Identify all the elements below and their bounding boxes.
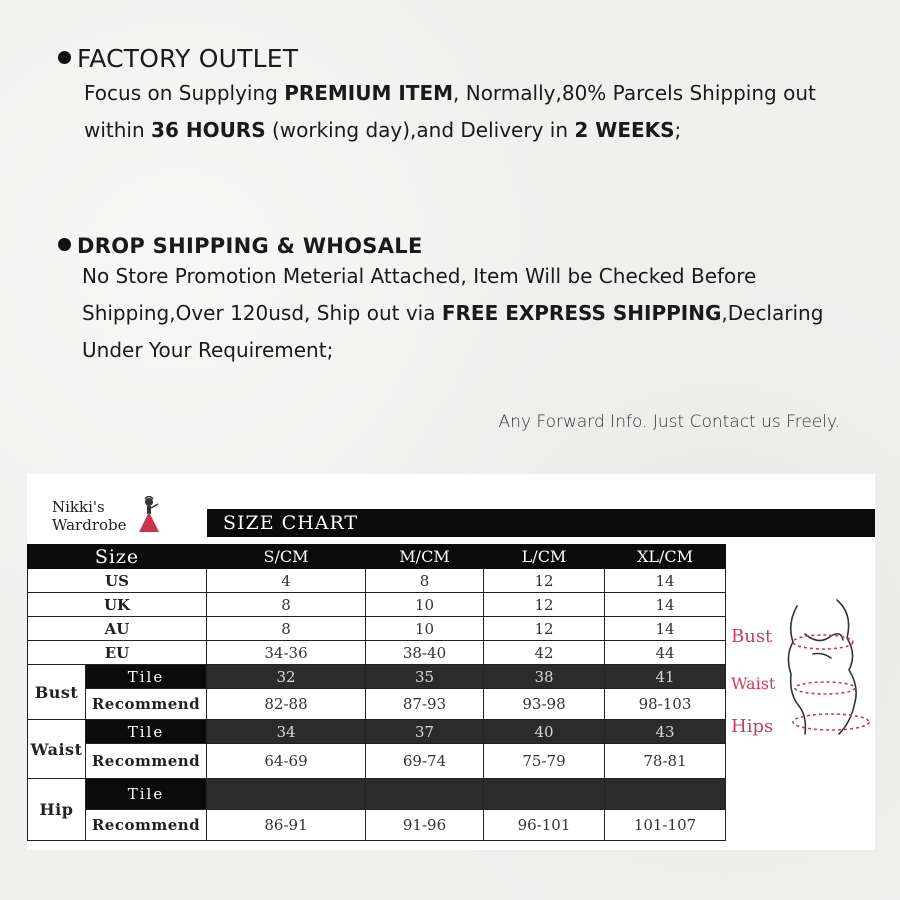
- cell: 10: [366, 593, 484, 617]
- table-row-hip-tile: [28, 779, 726, 810]
- cell: 43: [605, 720, 726, 744]
- forward-info-text: Any Forward Info. Just Contact us Freely.: [498, 412, 840, 432]
- cell: [207, 779, 366, 810]
- factory-outlet-heading: [58, 44, 870, 73]
- cell: 14: [605, 569, 726, 593]
- text: Focus on Supplying: [84, 81, 285, 105]
- text: ;: [674, 118, 682, 142]
- row-label: US: [28, 569, 207, 593]
- recommend-label: Recommend: [86, 744, 207, 779]
- row-label: UK: [28, 593, 207, 617]
- cell: 82-88: [207, 689, 366, 720]
- table-row-bust-tile: [28, 665, 726, 689]
- drop-line-2: [82, 295, 870, 332]
- cell: 8: [366, 569, 484, 593]
- cell: 37: [366, 720, 484, 744]
- bust-label: Bust: [28, 665, 86, 720]
- cell: 75-79: [484, 744, 605, 779]
- text: , Normally,80% Parcels Shipping out: [453, 81, 816, 105]
- size-table: [27, 544, 726, 841]
- drop-heading-text: DROP SHIPPING & WHOSALE: [77, 234, 423, 258]
- factory-line-1: [84, 75, 870, 112]
- cell: [605, 779, 726, 810]
- waist-label: Waist: [28, 720, 86, 779]
- cell: 32: [207, 665, 366, 689]
- weeks-text: 2 WEEKS: [574, 118, 675, 142]
- col-l: L/CM: [484, 545, 605, 569]
- size-chart-title-bar: [207, 509, 875, 537]
- drop-line-3: Under Your Requirement;: [82, 338, 334, 362]
- cell: [484, 779, 605, 810]
- cell: 78-81: [605, 744, 726, 779]
- brand-logo: [52, 498, 127, 534]
- table-row-uk: [28, 593, 726, 617]
- cell: 87-93: [366, 689, 484, 720]
- header-row: [28, 545, 726, 569]
- recommend-label: Recommend: [86, 689, 207, 720]
- size-chart-title: SIZE CHART: [223, 512, 359, 534]
- cell: 38-40: [366, 641, 484, 665]
- factory-outlet-section: [58, 44, 870, 149]
- cell: 14: [605, 617, 726, 641]
- cell: 38: [484, 665, 605, 689]
- lady-logo-icon: [136, 496, 162, 534]
- cell: 101-107: [605, 810, 726, 841]
- cell: 8: [207, 593, 366, 617]
- tile-label: Tile: [86, 779, 207, 810]
- cell: 44: [605, 641, 726, 665]
- cell: 42: [484, 641, 605, 665]
- cell: 69-74: [366, 744, 484, 779]
- size-header: Size: [28, 545, 207, 569]
- body-measure-figure: [727, 594, 875, 754]
- row-label: AU: [28, 617, 207, 641]
- hips-figure-label: Hips: [731, 716, 774, 737]
- cell: 86-91: [207, 810, 366, 841]
- bullet-icon: [58, 51, 71, 64]
- tile-label: Tile: [86, 665, 207, 689]
- premium-item-text: PREMIUM ITEM: [284, 81, 454, 105]
- free-shipping-text: FREE EXPRESS SHIPPING: [441, 301, 722, 325]
- factory-heading-text: FACTORY OUTLET: [77, 44, 299, 73]
- cell: 8: [207, 617, 366, 641]
- cell: 96-101: [484, 810, 605, 841]
- cell: 91-96: [366, 810, 484, 841]
- table-row-eu: [28, 641, 726, 665]
- cell: 34: [207, 720, 366, 744]
- hip-label: Hip: [28, 779, 86, 841]
- table-row-waist-recommend: [28, 744, 726, 779]
- cell: 64-69: [207, 744, 366, 779]
- drop-shipping-heading: [58, 234, 870, 258]
- cell: 10: [366, 617, 484, 641]
- waist-figure-label: Waist: [731, 674, 776, 693]
- hours-text: 36 HOURS: [151, 118, 266, 142]
- cell: 12: [484, 617, 605, 641]
- cell: [366, 779, 484, 810]
- row-label: EU: [28, 641, 207, 665]
- cell: 35: [366, 665, 484, 689]
- table-row-bust-recommend: [28, 689, 726, 720]
- bust-figure-label: Bust: [731, 626, 773, 647]
- col-xl: XL/CM: [605, 545, 726, 569]
- cell: 12: [484, 593, 605, 617]
- table-row-waist-tile: [28, 720, 726, 744]
- tile-label: Tile: [86, 720, 207, 744]
- cell: 98-103: [605, 689, 726, 720]
- drop-shipping-section: [58, 234, 870, 369]
- col-s: S/CM: [207, 545, 366, 569]
- bullet-icon: [58, 238, 71, 251]
- size-chart: [27, 474, 875, 850]
- drop-line-1: No Store Promotion Meterial Attached, Item Will be Checked Before: [82, 264, 757, 288]
- table-row-us: [28, 569, 726, 593]
- brand-line-2: Wardrobe: [52, 516, 127, 534]
- text: (working day),and Delivery in: [265, 118, 575, 142]
- cell: 14: [605, 593, 726, 617]
- cell: 40: [484, 720, 605, 744]
- brand-line-1: Nikki's: [52, 498, 105, 516]
- text: ,Declaring: [721, 301, 824, 325]
- text: Shipping,Over 120usd, Ship out via: [82, 301, 442, 325]
- cell: 4: [207, 569, 366, 593]
- cell: 41: [605, 665, 726, 689]
- cell: 93-98: [484, 689, 605, 720]
- cell: 12: [484, 569, 605, 593]
- col-m: M/CM: [366, 545, 484, 569]
- recommend-label: Recommend: [86, 810, 207, 841]
- table-row-au: [28, 617, 726, 641]
- text: within: [84, 118, 152, 142]
- cell: 34-36: [207, 641, 366, 665]
- table-row-hip-recommend: [28, 810, 726, 841]
- factory-line-2: [84, 112, 870, 149]
